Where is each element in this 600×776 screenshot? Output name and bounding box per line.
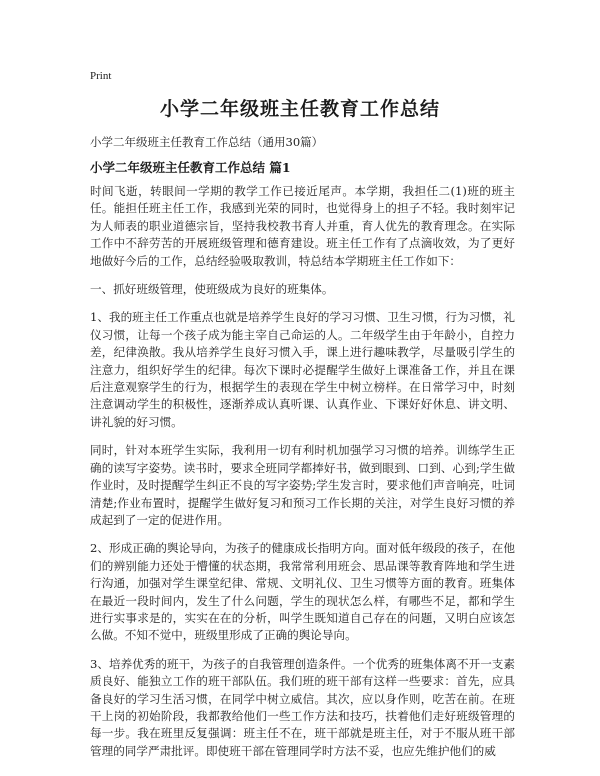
paragraph-intro: 时间飞逝，转眼间一学期的教学工作已接近尾声。本学期，我担任二(1)班的班主任。能担任班主任工作，我感到光荣的同时，也觉得身上的担子不轻。我时刻牢记为人师表的职业道德宗旨，坚持我校教书育人并重，育人优先的教育理念。在实际工作中不辞劳苦的开展班级管理和德育建设。班主任工作有了点滴收效，为了更好地做好今后的工作，总结经验吸取教训，特总结本学期班主任工作如下： bbox=[90, 184, 515, 268]
paragraph-3: 2、形成正确的舆论导向，为孩子的健康成长指明方向。面对低年级段的孩子，在他们的辨别能力还处于懵懂的状态期，我常常利用班会、思品课等教育阵地和学生进行沟通，加强对学生课堂纪律、常规、文明礼仪、卫生习惯等方面的教育。班集体在最近一段时间内，发生了什么问题，学生的现状怎么样，有哪些不足，都和学生进行实事求是的，实实在在的分析，叫学生既知道自己存在的问题，又明白应该怎么做。不知不觉中，班级里形成了正确的舆论导向。 bbox=[90, 541, 515, 643]
section-heading: 小学二年级班主任教育工作总结 篇1 bbox=[90, 160, 291, 175]
document-subtitle: 小学二年级班主任教育工作总结（通用30篇） bbox=[90, 135, 324, 149]
paragraph-4: 3、培养优秀的班干，为孩子的自我管理创造条件。一个优秀的班集体离不开一支素质良好、能独立工作的班干部队伍。我们班的班干部有这样一些要求：首先，应具备良好的学习生活习惯，在同学中树立威信。其次，应以身作则，吃苦在前。在班干上岗的初始阶段，我都教给他们一些工作方法和技巧，扶着他们走好班级管理的每一步。我在班里反复强调：班主任不在，班干部就是班主任，对于不服从班干部管理的同学严肃批评。即使班干部在管理同学时方法不妥，也应先维护他们的威 bbox=[90, 656, 515, 758]
paragraph-heading-1: 一、抓好班级管理，使班级成为良好的班集体。 bbox=[90, 282, 334, 297]
paragraph-2: 同时，针对本班学生实际，我利用一切有利时机加强学习习惯的培养。训练学生正确的读写字姿势。读书时，要求全班同学都捧好书，做到眼到、口到、心到;学生做作业时，及时提醒学生纠正不良的写字姿势;学生发言时，要求他们声音响亮，吐词清楚;作业布置时，提醒学生做好复习和预习工作长期的关注，对学生良好习惯的养成起到了一定的促进作用。 bbox=[90, 443, 515, 527]
print-link[interactable]: Print bbox=[90, 70, 112, 82]
document-body bbox=[90, 183, 515, 760]
paragraph-1: 1、我的班主任工作重点也就是培养学生良好的学习习惯、卫生习惯，行为习惯，礼仪习惯，让每一个孩子成为能主宰自己命运的人。二年级学生由于年龄小，自控力差，纪律涣散。我从培养学生良好习惯入手，课上进行趣味教学，尽量吸引学生的注意力，组织好学生的纪律。每次下课时必提醒学生做好上课准备工作，并且在课后注意观察学生的行为，根据学生的表现在学生中树立榜样。在日常学习中，时刻注意调动学生的积极性，逐渐养成认真听课、认真作业、下课好好休息、讲文明、讲礼貌的好习惯。 bbox=[90, 310, 515, 429]
document-title: 小学二年级班主任教育工作总结 bbox=[159, 98, 440, 120]
